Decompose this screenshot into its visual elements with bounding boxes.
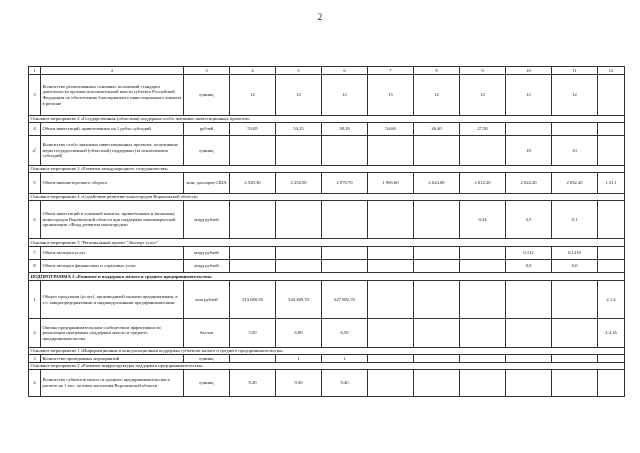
value-cell [552, 370, 598, 397]
value-cell: 12 [552, 75, 598, 116]
value-cell [460, 136, 506, 166]
indicator-name: Объем внешнеторгового оборота [41, 173, 184, 194]
value-cell [368, 319, 414, 348]
indicator-name: Количество субъектов малого и среднего предпринимательства в расчете на 1 тыс. человек населения Воронежской области [41, 370, 184, 397]
value-cell: 544 489,70 [276, 281, 322, 319]
header-cell: 6 [322, 67, 368, 75]
header-row [29, 67, 625, 75]
value-cell: 2 012,20 [460, 173, 506, 194]
value-cell [276, 260, 322, 273]
header-cell: 11 [552, 67, 598, 75]
section-row [29, 194, 625, 201]
row-number: 4 [29, 370, 41, 397]
value-cell [598, 370, 625, 397]
value-cell [414, 247, 460, 260]
indicators-table [28, 66, 625, 397]
value-cell [506, 319, 552, 348]
unit-cell: млрд рублей [184, 247, 230, 260]
value-cell [460, 247, 506, 260]
value-cell [322, 247, 368, 260]
value-cell: 6,50 [322, 319, 368, 348]
section-row [29, 166, 625, 173]
table-row [29, 260, 625, 273]
value-cell: 12 [460, 75, 506, 116]
value-cell: 2.4.16 [598, 319, 625, 348]
value-cell [598, 136, 625, 166]
value-cell: 54,25 [276, 123, 322, 136]
value-cell [460, 355, 506, 363]
value-cell: 18 [506, 136, 552, 166]
row-number: 6 [29, 201, 41, 239]
value-cell: 3,5 [506, 201, 552, 239]
unit-cell: млрд рублей [184, 260, 230, 273]
header-cell: 1 [29, 67, 41, 75]
section-title: Основное мероприятие 4 «Содействие развитию моногородов Воронежской области» [29, 194, 625, 201]
value-cell: 2.1.4 [598, 281, 625, 319]
value-cell [230, 260, 276, 273]
value-cell: 53,85 [230, 123, 276, 136]
value-cell: 5,50 [230, 319, 276, 348]
value-cell [414, 319, 460, 348]
header-cell: 8 [414, 67, 460, 75]
subprogram-title: ПОДПРОГРАММА 2 «Развитие и поддержка малого и среднего предпринимательства» [29, 273, 625, 281]
unit-cell: единиц [184, 355, 230, 363]
indicator-name: Объем инвестиций в основной капитал, привлеченных в экономику моногородов Воронежской области при поддержке некоммерческой организации «Фонд развития моногородов» [41, 201, 184, 239]
value-cell: 58,39 [322, 123, 368, 136]
row-number: 3 [29, 75, 41, 116]
value-cell [552, 123, 598, 136]
unit-cell: баллов [184, 319, 230, 348]
value-cell: 9,40 [322, 370, 368, 397]
value-cell [414, 370, 460, 397]
value-cell: 0,112 [506, 247, 552, 260]
value-cell [368, 247, 414, 260]
value-cell: 12 [506, 75, 552, 116]
section-title: Основное мероприятие 5 "Региональный проект "Экспорт услуг" [29, 239, 625, 247]
value-cell [276, 201, 322, 239]
table-row [29, 201, 625, 239]
indicator-name: Объем экспорта финансовых и страховых услуг [41, 260, 184, 273]
section-row [29, 239, 625, 247]
indicator-name: Количество особо значимых инвестиционных проектов, получивших меры государственной (областной) поддержки (за исключением субсидий) [41, 136, 184, 166]
value-cell [506, 281, 552, 319]
section-row [29, 363, 625, 370]
header-cell: 9 [460, 67, 506, 75]
value-cell: 0,1 [552, 201, 598, 239]
table-row [29, 370, 625, 397]
indicator-name: Количество реализованных основных положений стандарта деятельности органов исполнительной власти субъекта Российской Федерации по обеспечению благоприятного инвестиционного климата в регионе [41, 75, 184, 116]
value-cell [460, 260, 506, 273]
unit-cell: рублей [184, 123, 230, 136]
value-cell [230, 247, 276, 260]
value-cell [598, 260, 625, 273]
value-cell: 27,50 [460, 123, 506, 136]
value-cell [276, 247, 322, 260]
value-cell: 0,0 [552, 260, 598, 273]
table-row [29, 247, 625, 260]
value-cell [414, 136, 460, 166]
table-row [29, 136, 625, 166]
value-cell [460, 319, 506, 348]
value-cell: 12 [414, 75, 460, 116]
value-cell: 1.31.1 [598, 173, 625, 194]
value-cell: 2 022,20 [506, 173, 552, 194]
value-cell [368, 281, 414, 319]
value-cell: 6,00 [276, 319, 322, 348]
header-cell: 4 [230, 67, 276, 75]
header-cell: 3 [184, 67, 230, 75]
table-row [29, 123, 625, 136]
subprogram-row [29, 273, 625, 281]
indicator-name: Количество проведенных мероприятий [41, 355, 184, 363]
row-number: 1 [29, 281, 41, 319]
value-cell: 9,20 [230, 370, 276, 397]
value-cell [460, 370, 506, 397]
value-cell [368, 370, 414, 397]
header-cell: 7 [368, 67, 414, 75]
value-cell: 513 669,50 [230, 281, 276, 319]
value-cell [230, 355, 276, 363]
section-row [29, 348, 625, 355]
value-cell: 1 965,60 [368, 173, 414, 194]
value-cell: 26,40 [414, 123, 460, 136]
row-number: $4^1$ [29, 136, 41, 166]
header-cell: 2 [41, 67, 184, 75]
unit-cell: единиц [184, 136, 230, 166]
value-cell [414, 201, 460, 239]
value-cell [506, 123, 552, 136]
value-cell [322, 136, 368, 166]
unit-cell: млн рублей [184, 281, 230, 319]
value-cell [276, 136, 322, 166]
value-cell: 1 [322, 355, 368, 363]
section-row [29, 116, 625, 123]
value-cell: 0,1216 [552, 247, 598, 260]
header-cell: 5 [276, 67, 322, 75]
row-number: 8 [29, 260, 41, 273]
value-cell [368, 355, 414, 363]
value-cell: 9,30 [276, 370, 322, 397]
value-cell [598, 123, 625, 136]
value-cell: 627 892,70 [322, 281, 368, 319]
row-number: 5 [29, 173, 41, 194]
table-row [29, 173, 625, 194]
unit-cell: единиц [184, 75, 230, 116]
value-cell [414, 260, 460, 273]
unit-cell: млрд рублей [184, 201, 230, 239]
value-cell [368, 201, 414, 239]
header-cell: 10 [506, 67, 552, 75]
value-cell: 2 254,50 [276, 173, 322, 194]
value-cell: 0,34 [460, 201, 506, 239]
value-cell [414, 355, 460, 363]
unit-cell: млн. долларов США [184, 173, 230, 194]
value-cell [598, 201, 625, 239]
value-cell: 12 [230, 75, 276, 116]
unit-cell: единиц [184, 370, 230, 397]
value-cell [552, 355, 598, 363]
value-cell [322, 201, 368, 239]
value-cell: 2 624,00 [414, 173, 460, 194]
value-cell [460, 281, 506, 319]
header-cell: 12 [598, 67, 625, 75]
value-cell: 2 070,70 [322, 173, 368, 194]
table-row [29, 75, 625, 116]
section-title: Основное мероприятие 2 «Развитие инфраструктуры поддержки предпринимательства» [29, 363, 625, 370]
value-cell: 15 [368, 75, 414, 116]
value-cell [552, 281, 598, 319]
value-cell [414, 281, 460, 319]
value-cell [552, 319, 598, 348]
value-cell [598, 355, 625, 363]
indicator-name: Объем экспорта услуг [41, 247, 184, 260]
value-cell: 23 [552, 136, 598, 166]
value-cell [368, 260, 414, 273]
indicator-name: Оборот продукции (услуг), производимой малыми предприятиями, в т.ч. микропредприятиями и индивидуальными предпринимателями [41, 281, 184, 319]
value-cell: 0,0 [506, 260, 552, 273]
value-cell [598, 247, 625, 260]
table-row [29, 281, 625, 319]
section-title: Основное мероприятие 3 «Развитие международного сотрудничества» [29, 166, 625, 173]
value-cell [506, 355, 552, 363]
value-cell [598, 75, 625, 116]
value-cell: 1 [276, 355, 322, 363]
row-number: 3 [29, 355, 41, 363]
row-number: 4 [29, 123, 41, 136]
indicator-name: Оценка предпринимательским сообществом эффективности реализации программы поддержки малого и среднего предпринимательства [41, 319, 184, 348]
table-row [29, 355, 625, 363]
value-cell [230, 136, 276, 166]
section-title: Основное мероприятие 1 «Информационная и консультационная поддержка субъектов малого и среднего предпринимательства» [29, 348, 625, 355]
value-cell [230, 201, 276, 239]
value-cell: 2 032,20 [552, 173, 598, 194]
section-title: Основное мероприятие 2 «Государственная (областная) поддержка особо значимых инвестиционных проектов» [29, 116, 625, 123]
value-cell [368, 136, 414, 166]
table-row [29, 319, 625, 348]
indicator-name: Объем инвестиций, привлеченных на 1 рубль субсидий [41, 123, 184, 136]
value-cell: 12 [276, 75, 322, 116]
value-cell [322, 260, 368, 273]
row-number: 7 [29, 247, 41, 260]
value-cell [506, 370, 552, 397]
row-number: 2 [29, 319, 41, 348]
value-cell: 2 520,30 [230, 173, 276, 194]
value-cell: 12 [322, 75, 368, 116]
page-number: 2 [317, 12, 323, 22]
value-cell: 54,68 [368, 123, 414, 136]
